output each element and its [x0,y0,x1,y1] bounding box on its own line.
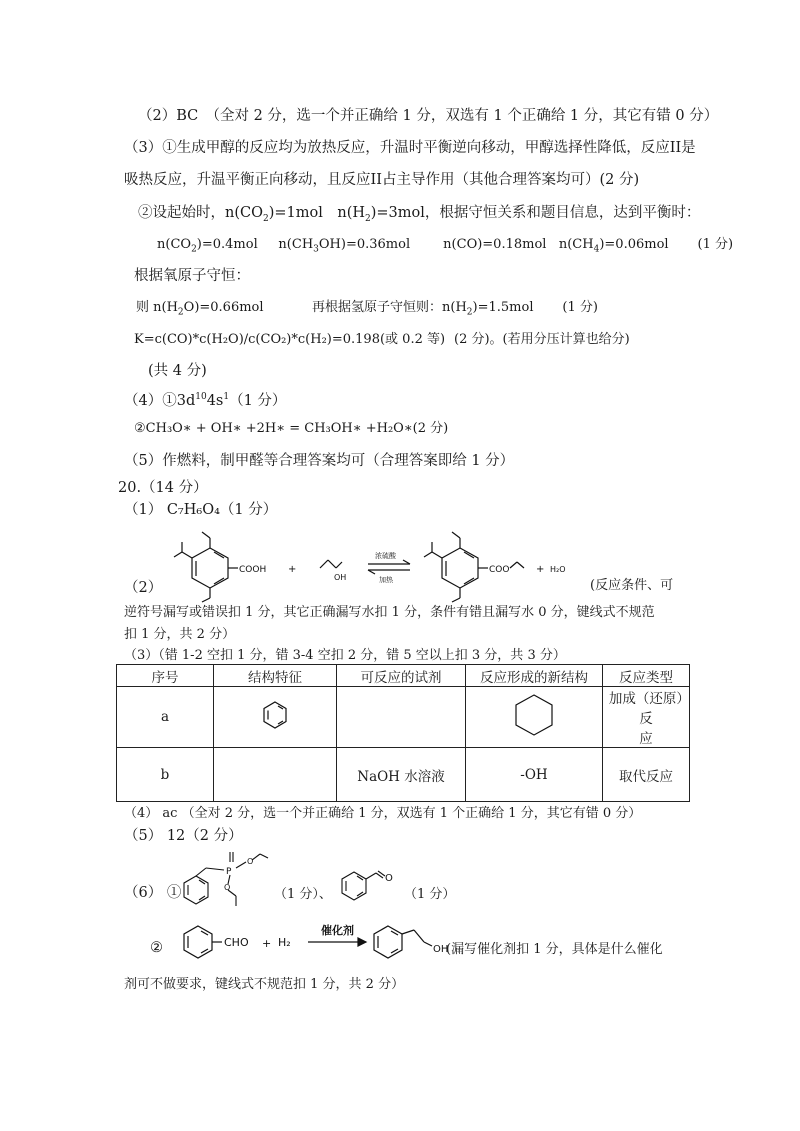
table-row [117,748,690,802]
cho-label: CHO [224,936,249,949]
score-2: （1 分） [404,887,456,902]
h2o-amount: 则 $n(H_2O)=0.66mol$ [136,300,264,318]
answer-q3-line3: ②设起始时，$n(CO_2)=1mol$ $n(H_2)=3mol$，根据守恒关系和题目信息，达到平衡时： [138,205,701,224]
cyclohexane-icon [513,693,555,737]
answer-20-6-2-label: ② [150,940,163,956]
answer-q3-line1: （3）①生成甲醇的反应均为放热反应，升温时平衡逆向移动，甲醇选择性降低，反应II是 [124,140,696,156]
cooh-label: COOH [239,565,267,575]
answer-q3-line2: 吸热反应，升温平衡正向移动，且反应II占主导作用（其他合理答案均可）(2 分) [124,172,640,188]
benzene-ring-2 [442,548,478,588]
answer-20-6-note2: 剂可不做要求，键线式不规范扣 1 分，共 2 分） [124,977,405,992]
n-co2: )=0.4mol [196,237,258,252]
reagent-cell: NaOH 水溶液 [337,748,466,802]
answer-20-2-line3: 扣 1 分，共 2 分） [124,627,236,642]
table-header: 可反应的试剂 [337,665,466,687]
answer-20-5: （5） 12（2 分） [124,828,243,844]
text-segment: （4）①3d [124,392,196,409]
answer-q2: （2）BC （全对 2 分，选一个并正确给 1 分，双选有 1 个正确给 1 分，其它有错 0 分） [138,108,719,124]
answer-q5: （5）作燃料，制甲醛等合理答案均可（合理答案即给 1 分） [124,453,515,469]
new-structure-cell: -OH [466,748,603,802]
phosphonate-structure [180,848,270,910]
plus-sign: + [262,937,272,950]
benzaldehyde-structure [338,862,402,906]
answer-20-1: （1） C₇H₆O₄（1 分） [124,502,278,518]
structure-cell [214,687,337,748]
answer-q4-1: $(4)①3d^{10}4s^1(1$ 分） [124,392,287,409]
hydrogenation-scheme [176,916,466,968]
text-segment: ②设起始时，n(CO [138,205,263,221]
text-segment: 则 n(H [136,300,178,315]
o-label: O [247,857,254,866]
o-label: O [385,873,393,884]
plus-sign: + [288,564,297,575]
h2-amount: 再根据氢原子守恒则：$n(H_2)=1.5mol$ (1 分) [312,300,598,318]
table-header: 序号 [117,665,214,687]
table-header: 结构特征 [214,665,337,687]
answer-20-2-line2: 逆符号漏写或错误扣 1 分，其它正确漏写水扣 1 分，条件有错且漏写水 0 分，键线式不规范 [124,605,655,620]
p-label: P [226,867,232,877]
text-segment: 4s [206,392,224,409]
k-score: (2 分)。(若用分压计算也给分) [454,332,630,347]
question-20-title: 20.（14 分） [118,480,208,496]
h2-label: H₂ [278,936,291,949]
oh-label: OH [334,573,347,582]
row-id: b [117,748,214,802]
table-row [117,687,690,748]
answer-20-2-note: (反应条件、可 [590,578,674,593]
answer-20-6-label: （6） ① [124,885,182,901]
row-id: a [117,687,214,748]
oxygen-conservation: 根据氧原子守恒： [134,268,250,284]
answer-q4-2: ②CH₃O∗ + OH∗ +2H∗ = CH₃OH∗ +H₂O∗(2 分) [134,421,449,436]
reaction-type-cell [603,687,690,748]
esterification-scheme [170,524,630,604]
structure-cell [214,748,337,802]
score-1: （1 分）、 [274,887,332,902]
text-segment: 再根据氢原子守恒则：n(H [312,300,467,315]
table-header: 反应形成的新结构 [466,665,603,687]
o-label: O [224,883,231,892]
benzene-icon [260,700,290,730]
answer-20-4: （4） ac （全对 2 分，选一个并正确给 1 分，双选有 1 个正确给 1 分，其它有错 0 分） [124,806,642,821]
table-header-row [117,665,690,687]
k-expression: K=c(CO)*c(H₂O)/c(CO₂)*c(H₂)=0.198(或 0.2 等) [134,332,446,347]
reaction-type-cell: 取代反应 [603,748,690,802]
n-co: n(CO)=0.18mol [443,237,547,252]
reagent-cell [337,687,466,748]
reagent-bottom: 加热 [379,576,393,584]
answer-20-3: （3）（错 1-2 空扣 1 分，错 3-4 空扣 2 分，错 5 空以上扣 3 分，共 3 分） [124,648,566,663]
answer-20-6-note: (漏写催化剂扣 1 分，具体是什么催化 [446,942,663,957]
reaction-type: 加成（还原）反 [608,691,684,727]
answer-20-2-label: （2） [124,580,163,596]
n-ch4: )=0.06mol [599,237,669,252]
reagent-top: 浓硫酸 [375,552,396,560]
n-ch3oh: OH)=0.36mol [318,237,411,252]
structure-table [116,664,690,802]
score: (1 分) [697,237,734,252]
text-segment: )=3mol，根据守恒关系和题目信息，达到平衡时： [370,205,701,221]
text-segment: )=1mol n(H [268,205,366,221]
text-segment: O)=0.66mol [183,300,264,315]
oh-label: OH [433,944,449,955]
benzene-ring-1 [192,548,228,588]
text-segment: )=1.5mol [472,300,534,315]
table-header: 反应类型 [603,665,690,687]
score: (1 分) [562,300,598,315]
equilibrium-amounts: $n(CO_2)=0.4mol$ $n(CH_3OH)=0.36mol$ n(CO)=0.18mol $n(CH_4)=0.06mol$ (1 分) [157,237,734,255]
text-segment: （1 分） [229,392,287,409]
water-label: H₂O [550,565,566,574]
new-structure-cell [466,687,603,748]
catalyst-label: 催化剂 [321,924,354,937]
ester-label: COO [489,565,510,575]
plus-sign-2: + [536,564,545,575]
total-4: (共 4 分) [148,363,207,379]
reaction-type: 应 [639,731,653,747]
